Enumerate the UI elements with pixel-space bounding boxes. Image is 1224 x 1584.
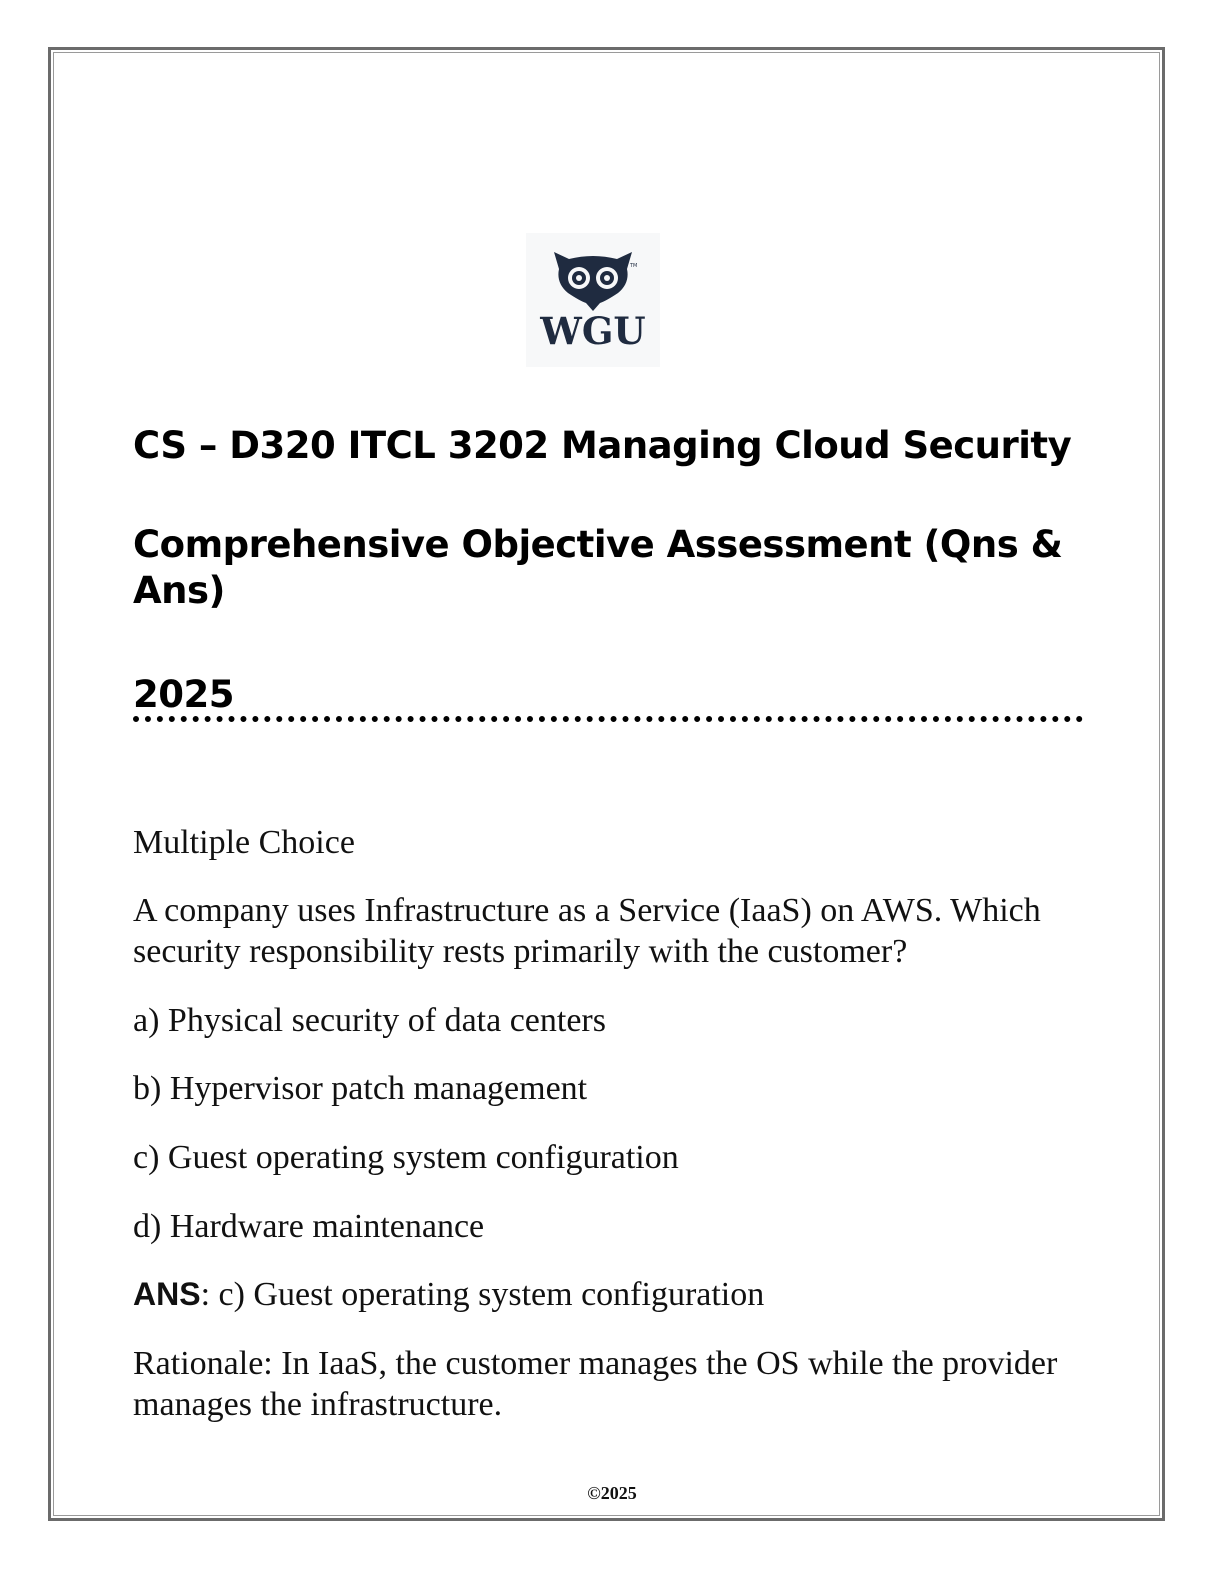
document-year: 2025 — [133, 673, 234, 716]
section-label: Multiple Choice — [133, 824, 355, 861]
answer-label: ANS — [133, 1276, 201, 1312]
option-b: b) Hypervisor patch management — [133, 1070, 588, 1107]
option-c: c) Guest operating system configuration — [133, 1139, 679, 1176]
wgu-logo — [526, 233, 660, 367]
copyright-footer: ©2025 — [587, 1483, 637, 1503]
svg-text:TM: TM — [630, 263, 638, 269]
answer-text: : c) Guest operating system configuration — [200, 1276, 765, 1313]
owl-icon — [526, 233, 660, 367]
question-text: A company uses Infrastructure as a Service (IaaS) on AWS. Which security responsibility rests primarily with the customer? — [133, 892, 1041, 970]
rationale-text: Rationale: In IaaS, the customer manages the OS while the provider manages the infrastructure. — [133, 1345, 1058, 1423]
document-subtitle: Comprehensive Objective Assessment (Qns & Ans) — [133, 523, 1063, 612]
dotted-divider — [133, 716, 1083, 722]
logo-wordmark: WGU — [540, 309, 646, 353]
document-title: CS – D320 ITCL 3202 Managing Cloud Security — [133, 424, 1072, 467]
answer-line — [133, 1274, 1093, 1315]
option-a: a) Physical security of data centers — [133, 1002, 606, 1039]
option-d: d) Hardware maintenance — [133, 1208, 485, 1245]
